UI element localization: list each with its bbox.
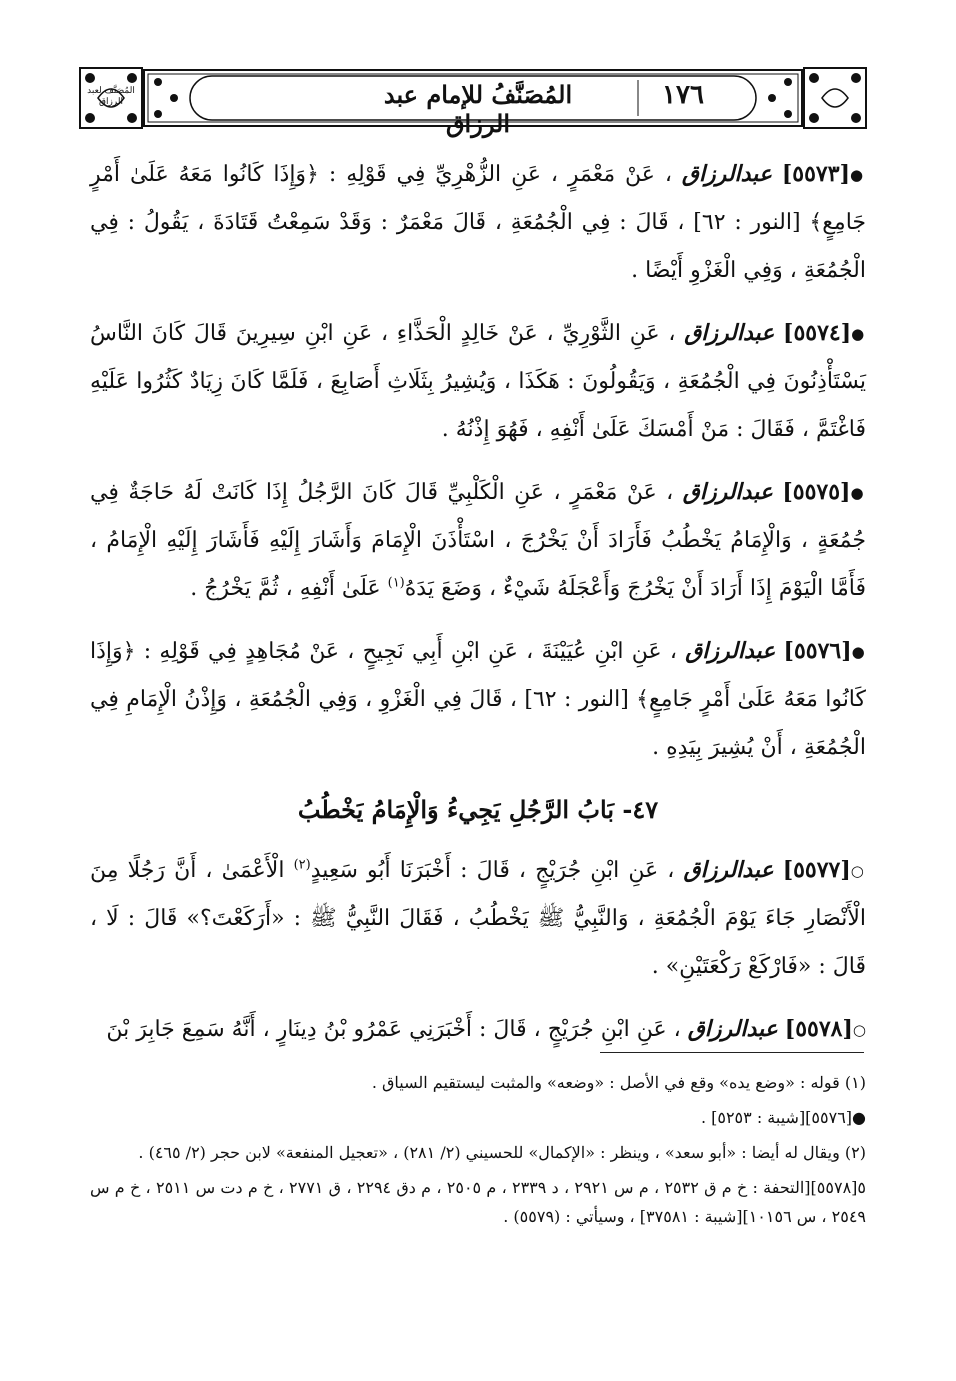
bullet-icon: ● (851, 325, 866, 343)
header-medallion (78, 66, 144, 130)
hadith-text: ، عَنِ ابْنِ جُرَيْجٍ ، قَالَ : أَخْبَرَنِي عَمْرُو بْنُ دِينَارٍ ، أَنَّهُ سَمِعَ جَابِرَ بْنَ (106, 1017, 681, 1042)
footnote-separator (600, 1052, 864, 1053)
ring-bullet-icon: ○ (852, 1021, 866, 1039)
hadith-text-continued: عَلَىٰ أَنْفِهِ ، ثُمَّ يَخْرُجُ . (190, 576, 381, 601)
bullet-icon: ● (850, 484, 867, 502)
hadith-paragraph (90, 846, 866, 991)
hadith-text: ، عَنْ مَعْمَرٍ ، عَنِ الزُّهْرِيِّ فِي قَوْلِهِ : ﴿وَإِذَا كَانُوا مَعَهُ عَلَىٰ أَمْرٍ جَامِعٍ﴾ [النور : ٦٢] ، قَالَ : فِي الْجُمُعَةِ ، قَالَ مَعْمَرٌ : وَقَدْ سَمِعْتُ قَتَادَةَ ، يَقُولُ : فِي الْجُمُعَةِ ، وَفِي الْغَزْوِ أَيْضًا . (90, 162, 867, 283)
hadith-text: ، عَنْ مَعْمَرٍ ، عَنِ الْكَلْبِيِّ قَالَ كَانَ الرَّجُلُ إِذَا كَانَتْ لَهُ حَاجَةٌ فِي جُمُعَةٍ ، وَالْإِمَامُ يَخْطُبُ فَأَرَادَ أَنْ يَخْرُجَ ، اسْتَأْذَنَ الْإِمَامَ وَأَشَارَ إِلَيْهِ فَأَشَارَ إِلَيْهِ الْإِمَامُ ، فَأَمَّا الْيَوْمَ إِذَا أَرَادَ أَنْ يَخْرُجَ وَأَعْجَلَهُ شَيْءٌ ، وَضَعَ يَدَهُ (90, 480, 866, 601)
hadith-number: [٥٥٧٦] (783, 638, 852, 664)
hadith-author: عبدالرزاق (687, 1016, 778, 1042)
hadith-paragraph (90, 468, 866, 613)
chapter-heading: ٤٧- بَابُ الرَّجُلِ يَجِيءُ وَالْإِمَامُ يَخْطُبُ (297, 795, 659, 824)
hadith-number: [٥٥٧٨] (784, 1016, 853, 1042)
footnote: ●[٥٥٧٦][شيبة : ٥٢٥٣] . (700, 1108, 866, 1127)
footnotes (90, 1068, 866, 1237)
hadith-paragraph (90, 150, 866, 295)
hadith-paragraph (90, 309, 866, 454)
bullet-icon: ● (849, 166, 866, 184)
hadith-text: ، عَنِ ابْنِ جُرَيْجٍ ، قَالَ : أَخْبَرَنَا أَبُو سَعِيدٍ (310, 858, 675, 883)
bullet-icon: ● (851, 643, 866, 661)
hadith-number: [٥٥٧٤] (783, 320, 852, 346)
footnote: (٢) ويقال له أيضا : «أبو سعد» ، وينظر : «الإكمال» للحسيني (٢/ ٢٨١) ، «تعجيل المنفعة» لابن حجر (٢/ ٤٦٥) . (138, 1143, 866, 1162)
footnote: ٥[٥٥٧٨][التحفة : خ م ق ٢٥٣٢ ، م س ٢٩٢١ ، د ٢٣٣٩ ، م ٢٥٠٥ ، م دق ٢٢٩٤ ، ق ٢٧٧١ ، خ م دت س ٢٥١١ ، خ م س ٢٥٤٩ ، س ١٠١٥٦][شيبة : ٣٧٥٨١] ، وسيأتي : (٥٥٧٩) . (90, 1178, 866, 1226)
hadith-author: عبدالرزاق (681, 161, 772, 187)
hadith-paragraph (90, 627, 866, 772)
footnote-marker: (١) (387, 575, 405, 591)
hadith-author: عبدالرزاق (683, 857, 774, 883)
book-title: المُصَنَّفُ للإمام عبد الرزاق (383, 80, 573, 138)
hadith-author: عبدالرزاق (684, 320, 775, 346)
medallion-text: المُصَنَّف لعبد الرزاق (87, 86, 135, 107)
hadith-number: [٥٥٧٥] (782, 479, 851, 505)
hadith-paragraph (90, 1005, 866, 1054)
hadith-text: ، عَنِ الثَّوْرِيِّ ، عَنْ خَالِدٍ الْحَذَّاءِ ، عَنِ ابْنِ سِيرِينَ قَالَ كَانَ النَّاسُ يَسْتَأْذِنُونَ فِي الْجُمُعَةِ ، وَيَقُولُونَ : هَكَذَا ، وَيُشِيرُ بِثَلَاثِ أَصَابِعَ ، فَلَمَّا كَانَ زِيَادٌ كَثُرُوا عَلَيْهِ فَاغْتَمَّ ، فَقَالَ : مَنْ أَمْسَكَ عَلَىٰ أَنْفِهِ ، فَهُوَ إِذْنُهُ . (90, 321, 866, 442)
main-text (90, 150, 866, 1068)
ring-bullet-icon: ○ (850, 862, 866, 880)
running-header (78, 66, 868, 138)
hadith-text: ، عَنِ ابْنِ عُيَيْنَةَ ، عَنِ ابْنِ أَبِي نَجِيحٍ ، عَنْ مُجَاهِدٍ فِي قَوْلِهِ : ﴿وَإِذَا كَانُوا مَعَهُ عَلَىٰ أَمْرٍ جَامِعٍ﴾ [النور : ٦٢] ، قَالَ فِي الْغَزْوِ ، وَفِي الْجُمُعَةِ ، وَإِذْنُ الْإِمَامِ فِي الْجُمُعَةِ ، أَنْ يُشِيرَ بِيَدِهِ . (90, 639, 866, 760)
hadith-number: [٥٥٧٧] (782, 857, 851, 883)
hadith-number: [٥٥٧٣] (781, 161, 850, 187)
footnote-marker: (٢) (293, 857, 311, 873)
page-number: ١٧٦ (662, 80, 704, 110)
hadith-author: عبدالرزاق (685, 638, 776, 664)
footnote: (١) قوله : «وضع يده» وقع في الأصل : «وضعه» والمثبت ليستقيم السياق . (371, 1073, 866, 1092)
hadith-author: عبدالرزاق (682, 479, 773, 505)
hadith-text-continued: الْأَعْمَىٰ ، أَنَّ رَجُلًا مِنَ الْأَنْصَارِ جَاءَ يَوْمَ الْجُمُعَةِ ، وَالنَّبِيُّ ﷺ يَخْطُبُ ، فَقَالَ النَّبِيُّ ﷺ : «أَرَكَعْتَ؟» قَالَ : لَا ، قَالَ : «فَارْكَعْ رَكْعَتَيْنِ» . (90, 858, 866, 979)
